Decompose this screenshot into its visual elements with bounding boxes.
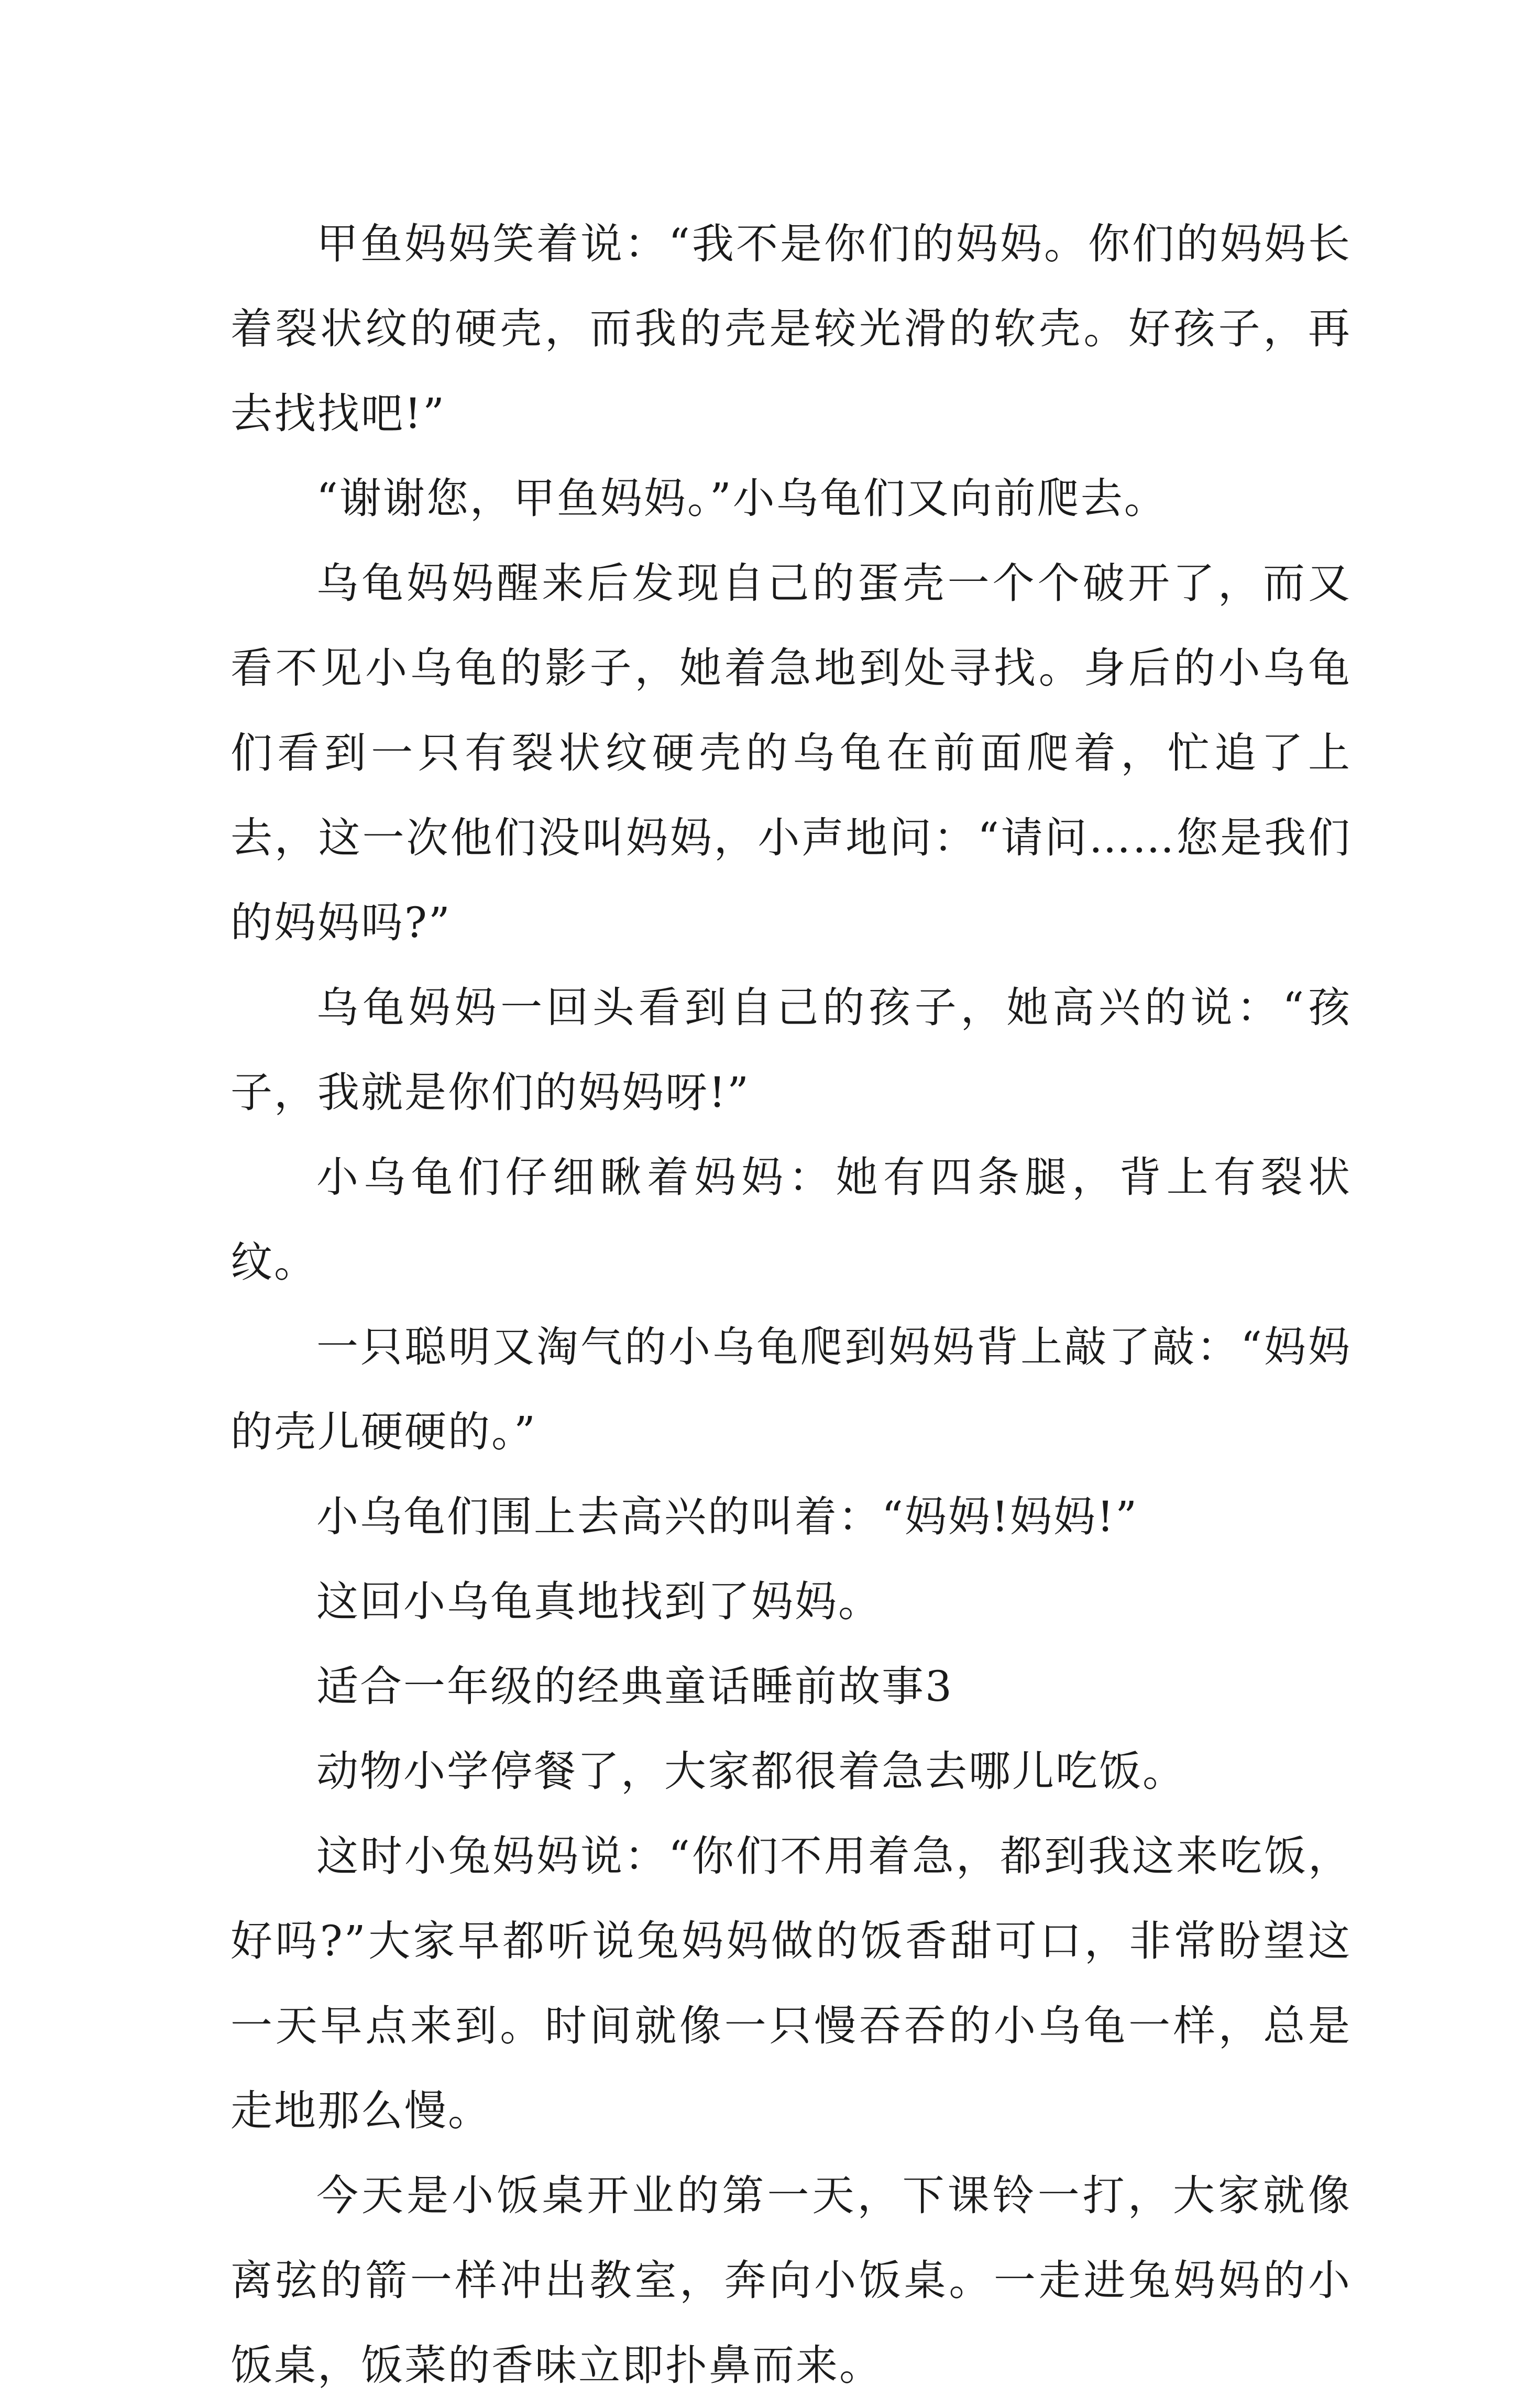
paragraph-softshell-turtle-reply: 甲鱼妈妈笑着说：“我不是你们的妈妈。你们的妈妈长着裂状纹的硬壳，而我的壳是较光滑的软壳。好孩子，再去找找吧!”	[230, 219, 1352, 438]
paragraph-school-canteen-closed: 动物小学停餐了，大家都很着急去哪儿吃饭。	[316, 1747, 1186, 1796]
paragraph-thanks: “谢谢您，甲鱼妈妈。”小乌龟们又向前爬去。	[316, 474, 1168, 523]
story-heading: 适合一年级的经典童话睡前故事3	[316, 1662, 953, 1711]
paragraph-gather-around: 小乌龟们围上去高兴的叫着：“妈妈!妈妈!”	[316, 1492, 1139, 1541]
story-text	[230, 202, 1352, 2408]
paragraph-knock-shell: 一只聪明又淘气的小乌龟爬到妈妈背上敲了敲：“妈妈的壳儿硬硬的。”	[230, 1323, 1352, 1456]
paragraph-look-at-mother: 小乌龟们仔细瞅着妈妈：她有四条腿，背上有裂状纹。	[230, 1153, 1352, 1287]
paragraph-mother-searches: 乌龟妈妈醒来后发现自己的蛋壳一个个破开了，而又看不见小乌龟的影子，她着急地到处寻找。身后的小乌龟们看到一只有裂状纹硬壳的乌龟在前面爬着，忙追了上去，这一次他们没叫妈妈，小声地问：“请问……您是我们的妈妈吗?”	[230, 559, 1352, 947]
paragraph-found-mother: 这回小乌龟真地找到了妈妈。	[316, 1577, 882, 1626]
paragraph-rabbit-mother-invites: 这时小兔妈妈说：“你们不用着急，都到我这来吃饭，好吗?”大家早都听说兔妈妈做的饭香甜可口，非常盼望这一天早点来到。时间就像一只慢吞吞的小乌龟一样，总是走地那么慢。	[230, 1832, 1352, 2135]
paragraph-mother-replies: 乌龟妈妈一回头看到自己的孩子，她高兴的说：“孩子，我就是你们的妈妈呀!”	[230, 983, 1352, 1117]
paragraph-opening-day: 今天是小饭桌开业的第一天，下课铃一打，大家就像离弦的箭一样冲出教室，奔向小饭桌。一走进兔妈妈的小饭桌，饭菜的香味立即扑鼻而来。	[230, 2171, 1352, 2390]
